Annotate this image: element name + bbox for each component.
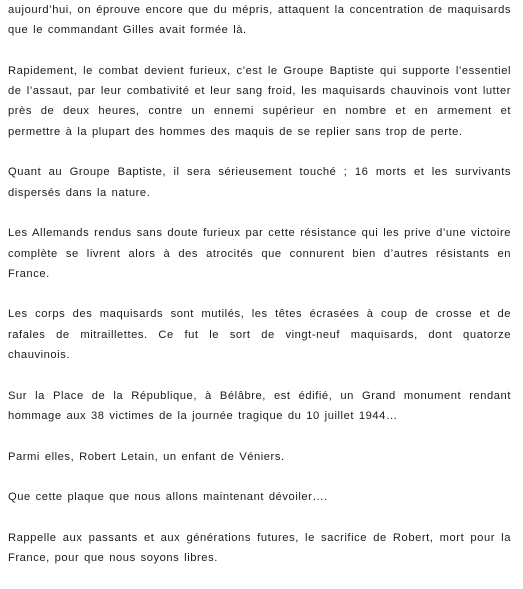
document-body [8,0,511,589]
paragraph-3: Quant au Groupe Baptiste, il sera sérieusement touché ; 16 morts et les survivants dispersés dans la nature. [8,166,511,199]
paragraph-6: Sur la Place de la République, à Bélâbre, est édifié, un Grand monument rendant hommage aux 38 victimes de la journée tragique du 10 juillet 1944… [8,389,511,422]
paragraph-7: Parmi elles, Robert Letain, un enfant de Véniers. [8,450,285,463]
paragraph-1: aujourd’hui, on éprouve encore que du mépris, attaquent la concentration de maquisards que le commandant Gilles avait formée là. [8,4,511,37]
paragraph-4: Les Allemands rendus sans doute furieux par cette résistance qui les prive d’une victoire complète se livrent alors à des atrocités que connurent bien d’autres résistants en France. [8,227,511,280]
paragraph-5: Les corps des maquisards sont mutilés, les têtes écrasées à coup de crosse et de rafales de mitraillettes. Ce fut le sort de vingt-neuf maquisards, dont quatorze chauvinois. [8,308,511,362]
paragraph-8: Que cette plaque que nous allons maintenant dévoiler…. [8,491,328,504]
paragraph-2: Rapidement, le combat devient furieux, c’est le Groupe Baptiste qui supporte l’essentiel de l’assaut, par leur combativité et leur sang froid, les maquisards chauvinois vont lutter près de deux heures, contre un ennemi supérieur en nombre et en armement et permettre à la plupart des hommes des maquis de se replier sans trop de perte. [8,64,511,138]
paragraph-9: Rappelle aux passants et aux générations futures, le sacrifice de Robert, mort pour la France, pour que nous soyons libres. [8,531,511,565]
